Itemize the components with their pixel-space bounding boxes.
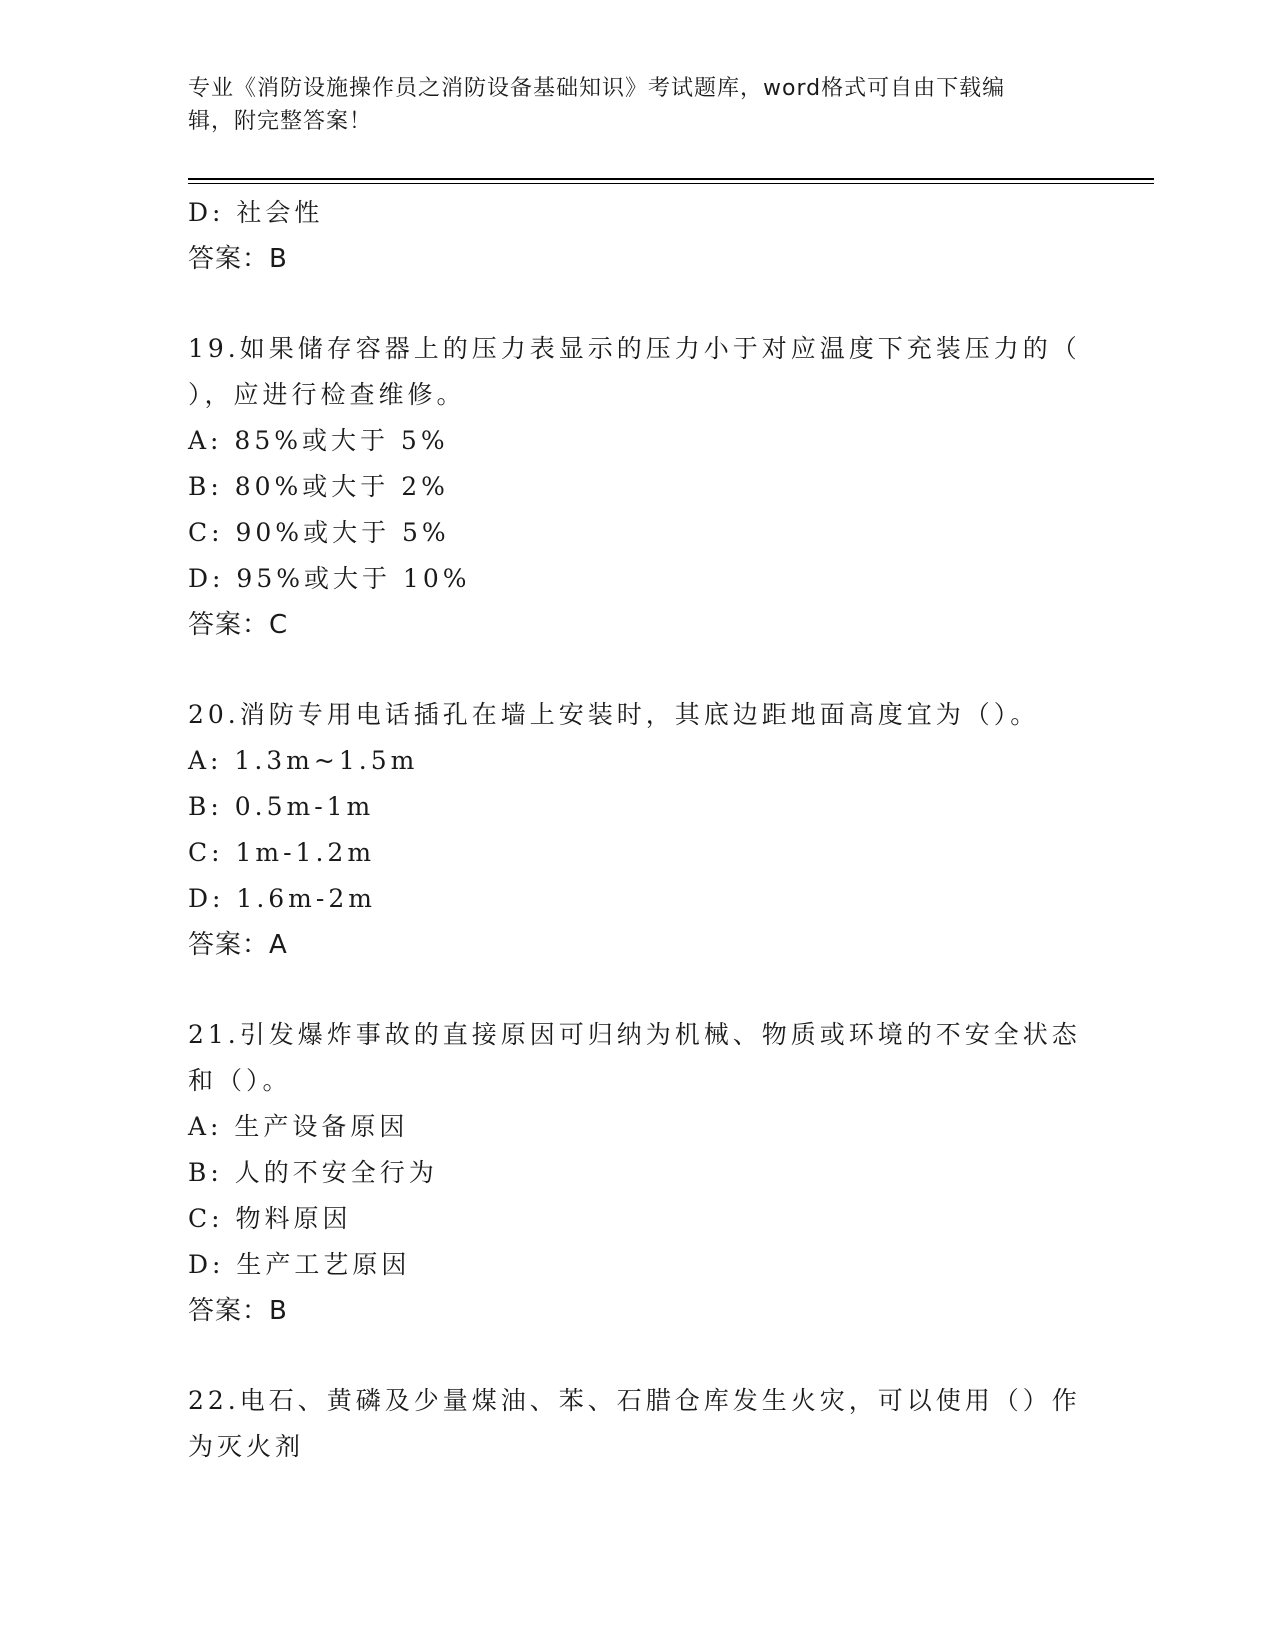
option-c: C: 物料原因: [188, 1204, 352, 1233]
answer: 答案：A: [188, 930, 288, 960]
question-22: [188, 1378, 1088, 1470]
question-stem-cont: 为灭火剂: [188, 1432, 305, 1461]
question-stem: 19.如果储存容器上的压力表显示的压力小于对应温度下充装压力的（: [188, 334, 1081, 363]
option-b: B: 0.5m-1m: [188, 792, 375, 821]
answer: 答案：C: [188, 610, 289, 640]
prev-answer: 答案：B: [188, 244, 288, 274]
option-d: D: 95%或大于 10%: [188, 564, 471, 593]
question-21: [188, 1012, 1088, 1334]
header-rule-thick: [188, 178, 1154, 180]
question-stem-cont: ），应进行检查维修。: [188, 380, 466, 409]
question-stem: 22.电石、黄磷及少量煤油、苯、石腊仓库发生火灾，可以使用（）作: [188, 1386, 1081, 1415]
option-d: D: 1.6m-2m: [188, 884, 376, 913]
header-line-1: 专业《消防设施操作员之消防设备基础知识》考试题库，word格式可自由下载编: [188, 76, 1006, 101]
option-a: A: 1.3m~1.5m: [188, 746, 419, 775]
option-c: C: 90%或大于 5%: [188, 518, 450, 547]
option-c: C: 1m-1.2m: [188, 838, 376, 867]
question-19: [188, 326, 1088, 648]
prev-option-d: D: 社会性: [188, 198, 324, 227]
option-a: A: 85%或大于 5%: [188, 426, 449, 455]
header-line-2: 辑，附完整答案！: [188, 109, 373, 134]
option-b: B: 80%或大于 2%: [188, 472, 449, 501]
option-d: D: 生产工艺原因: [188, 1250, 411, 1279]
option-a: A: 生产设备原因: [188, 1112, 409, 1141]
question-stem-cont: 和（）。: [188, 1066, 292, 1095]
question-stem: 20.消防专用电话插孔在墙上安装时，其底边距地面高度宜为（）。: [188, 700, 1040, 729]
question-stem: 21.引发爆炸事故的直接原因可归纳为机械、物质或环境的不安全状态: [188, 1020, 1081, 1049]
document-body: [188, 190, 1088, 1470]
document-header: [188, 72, 1068, 138]
option-b: B: 人的不安全行为: [188, 1158, 438, 1187]
answer: 答案：B: [188, 1296, 288, 1326]
header-rule-thin: [188, 183, 1154, 184]
question-20: [188, 692, 1088, 968]
